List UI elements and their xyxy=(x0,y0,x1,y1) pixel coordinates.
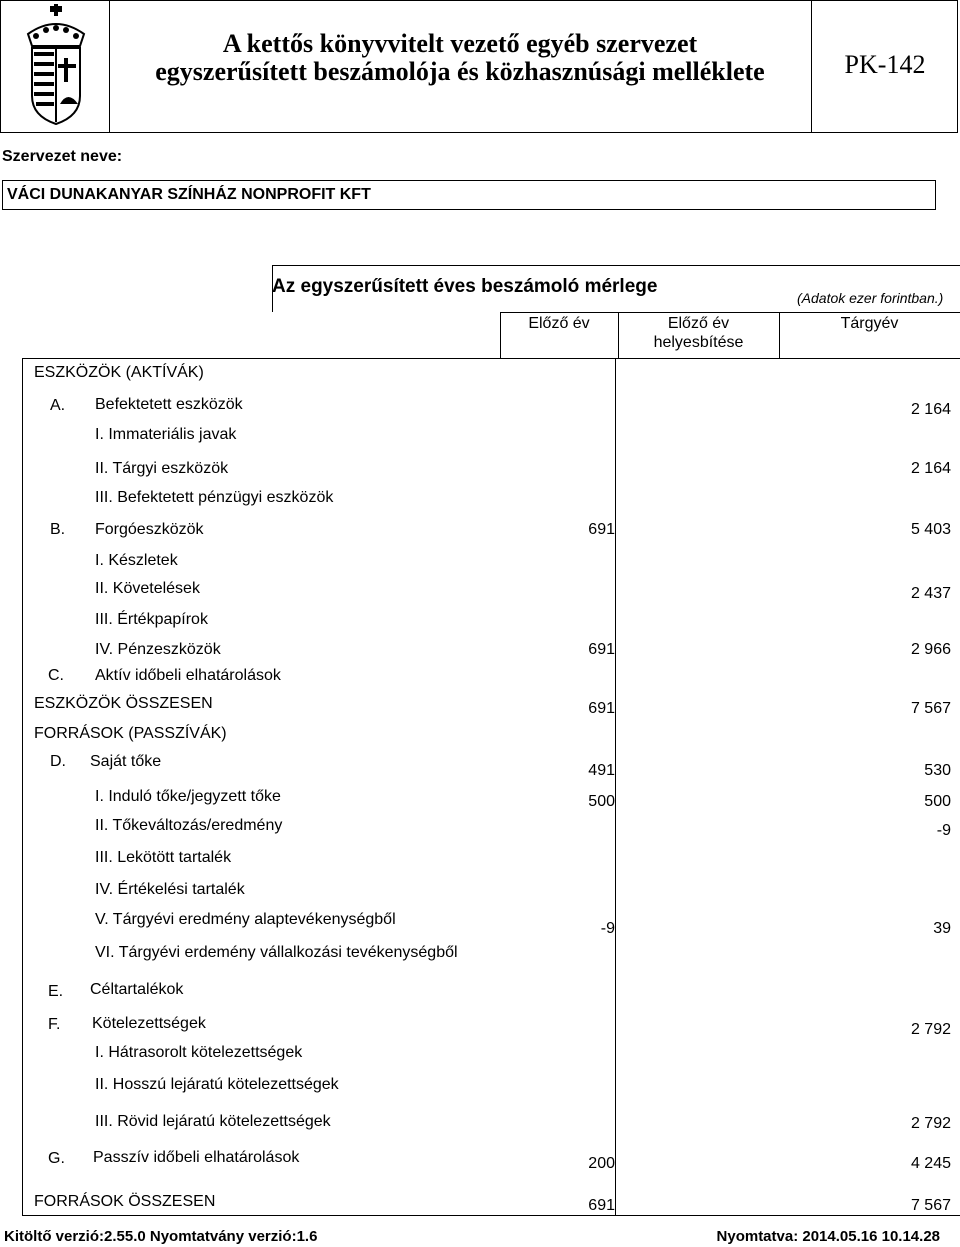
row-label: Kötelezettségek xyxy=(92,1015,206,1032)
row-label: Befektetett eszközök xyxy=(95,396,243,413)
value-current-year: 2 164 xyxy=(910,401,951,418)
row-label: Forgóeszközök xyxy=(95,521,204,538)
value-current-year: 4 245 xyxy=(910,1155,951,1172)
col-header-current-year: Tárgyév xyxy=(840,315,899,332)
value-current-year: 2 966 xyxy=(910,641,951,658)
row-label-total: FORRÁSOK ÖSSZESEN xyxy=(34,1193,216,1210)
row-label: I. Hátrasorolt kötelezettségek xyxy=(95,1044,303,1061)
row-letter: G. xyxy=(48,1150,65,1167)
row-label: I. Készletek xyxy=(95,552,178,569)
row-letter: D. xyxy=(50,753,66,770)
row-letter: A. xyxy=(50,397,66,414)
row-label: VI. Tárgyévi erdemény vállalkozási tevékenységből xyxy=(95,944,458,961)
value-current-year: 39 xyxy=(933,920,951,937)
row-label: II. Tőkeváltozás/eredmény xyxy=(95,817,283,834)
value-prev-year: -9 xyxy=(600,920,615,937)
value-current-year: 2 164 xyxy=(910,460,951,477)
row-letter: F. xyxy=(48,1016,61,1033)
row-label: II. Tárgyi eszközök xyxy=(95,460,229,477)
row-label: III. Értékpapírok xyxy=(95,611,208,628)
value-prev-year: 691 xyxy=(588,700,615,717)
value-current-year: 2 792 xyxy=(910,1115,951,1132)
row-label: V. Tárgyévi eredmény alaptevékenységből xyxy=(95,911,396,928)
row-label: IV. Pénzeszközök xyxy=(95,641,221,658)
balance-title: Az egyszerűsített éves beszámoló mérlege xyxy=(272,276,658,297)
row-label: ESZKÖZÖK (AKTÍVÁK) xyxy=(34,364,204,381)
footer-print-date: Nyomtatva: 2014.05.16 10.14.28 xyxy=(716,1228,940,1245)
form-title-line2: egyszerűsített beszámolója és közhasznúsági melléklete xyxy=(155,57,765,86)
row-label-total: ESZKÖZÖK ÖSSZESEN xyxy=(34,695,213,712)
row-label: III. Rövid lejáratú kötelezettségek xyxy=(95,1113,331,1130)
row-label: IV. Értékelési tartalék xyxy=(95,881,245,898)
unit-note: (Adatok ezer forintban.) xyxy=(797,290,944,306)
row-label: Passzív időbeli elhatárolások xyxy=(93,1149,300,1166)
form-code: PK-142 xyxy=(844,50,926,79)
row-label: III. Lekötött tartalék xyxy=(95,849,232,866)
row-label: II. Követelések xyxy=(95,580,200,597)
col-header-adj-line2: helyesbítése xyxy=(653,334,744,351)
value-current-year: 2 792 xyxy=(910,1021,951,1038)
row-label: Saját tőke xyxy=(90,753,162,770)
row-label: I. Induló tőke/jegyzett tőke xyxy=(95,788,281,805)
form-title-line1: A kettős könyvvitelt vezető egyéb szervezet xyxy=(222,29,698,58)
table-border xyxy=(22,358,960,359)
table-border xyxy=(500,312,960,313)
row-label: Céltartalékok xyxy=(90,981,184,998)
value-current-year: 2 437 xyxy=(910,585,951,602)
value-current-year: 500 xyxy=(924,793,951,810)
org-name-label: Szervezet neve: xyxy=(2,148,123,165)
value-prev-year: 691 xyxy=(588,1197,615,1214)
table-border xyxy=(272,265,960,266)
row-letter: E. xyxy=(48,983,64,1000)
row-letter: B. xyxy=(50,521,66,538)
value-current-year: 7 567 xyxy=(910,700,951,717)
row-label: III. Befektetett pénzügyi eszközök xyxy=(95,489,334,506)
value-prev-year: 200 xyxy=(588,1155,615,1172)
value-current-year: 7 567 xyxy=(910,1197,951,1214)
table-border xyxy=(22,358,23,1216)
value-prev-year: 491 xyxy=(588,762,615,779)
value-current-year: -9 xyxy=(936,822,951,839)
col-header-prev-year-adjustment xyxy=(618,314,779,352)
form-title xyxy=(110,30,810,86)
footer-version: Kitöltő verzió:2.55.0 Nyomtatvány verzió:1.6 xyxy=(4,1228,318,1245)
value-prev-year: 500 xyxy=(588,793,615,810)
row-label: I. Immateriális javak xyxy=(95,426,237,443)
row-label: Aktív időbeli elhatárolások xyxy=(95,667,281,684)
org-name-field xyxy=(2,180,936,210)
value-prev-year: 691 xyxy=(588,641,615,658)
row-letter: C. xyxy=(48,667,64,684)
hungarian-coat-of-arms-icon xyxy=(20,4,92,128)
col-header-adj-line1: Előző év xyxy=(667,315,730,332)
col-header-prev-year: Előző év xyxy=(528,315,590,332)
row-label: II. Hosszú lejáratú kötelezettségek xyxy=(95,1076,339,1093)
table-border xyxy=(22,1215,960,1216)
row-label: FORRÁSOK (PASSZÍVÁK) xyxy=(34,725,227,742)
org-name-value: VÁCI DUNAKANYAR SZÍNHÁZ NONPROFIT KFT xyxy=(7,186,371,203)
value-prev-year: 691 xyxy=(588,521,615,538)
value-current-year: 530 xyxy=(924,762,951,779)
column-divider xyxy=(615,358,616,1216)
value-current-year: 5 403 xyxy=(910,521,951,538)
